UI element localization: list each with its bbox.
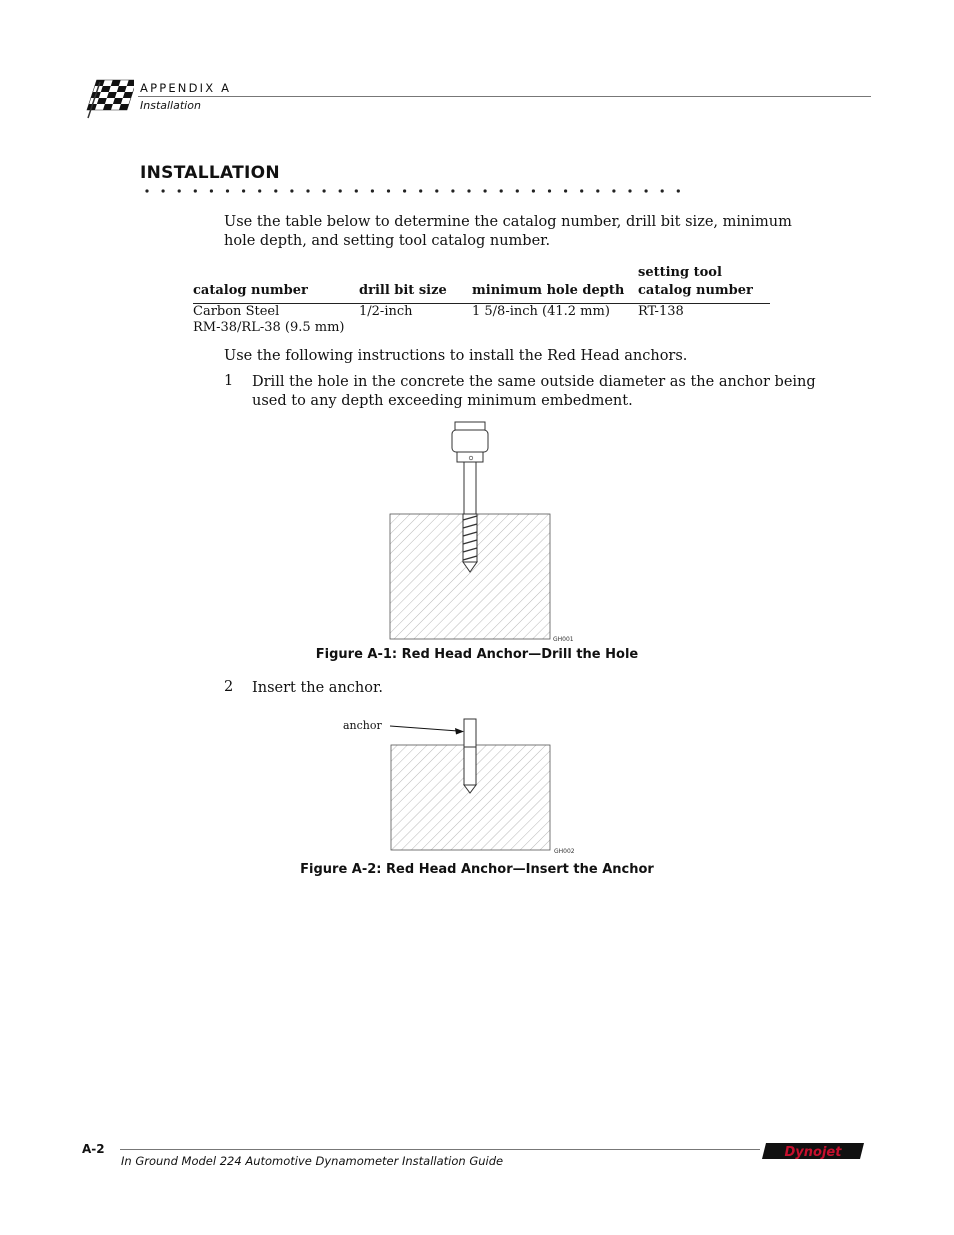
header-catalog-number: catalog number (193, 283, 308, 298)
footer-rule (120, 1149, 760, 1150)
section-title: INSTALLATION (140, 163, 280, 183)
dynojet-logo (762, 1141, 866, 1161)
table-rule (193, 303, 770, 304)
dotted-divider (145, 188, 685, 194)
step-1-text: Drill the hole in the concrete the same outside diameter as the anchor being used to any depth exceeding minimum embedment. (252, 374, 816, 409)
cell-catalog-number: Carbon Steel RM-38/RL-38 (9.5 mm) (193, 304, 345, 335)
header-subtitle: Installation (140, 99, 201, 112)
figure-2-code: GH002 (554, 848, 575, 855)
appendix-label: APPENDIX A (140, 81, 232, 95)
header-min-hole-depth: minimum hole depth (472, 283, 625, 298)
cell-setting-tool: RT-138 (638, 304, 684, 319)
checkered-flag-icon (80, 76, 134, 120)
header-drill-bit-size: drill bit size (359, 283, 447, 298)
step-1-number: 1 (224, 373, 234, 389)
page-number: A-2 (82, 1142, 105, 1156)
svg-text:Dynojet: Dynojet (784, 1145, 842, 1160)
figure-2-caption: Figure A-2: Red Head Anchor—Insert the Anchor (300, 862, 654, 877)
figure-insert-anchor (340, 713, 580, 858)
intro-paragraph: Use the table below to determine the catalog number, drill bit size, minimum hole depth, and setting tool catalog number. (224, 214, 792, 249)
footer-guide-title: In Ground Model 224 Automotive Dynamometer Installation Guide (121, 1154, 504, 1168)
figure-1-caption: Figure A-1: Red Head Anchor—Drill the Hole (315, 647, 639, 662)
cell-drill-bit-size: 1/2-inch (359, 304, 413, 319)
figure-1-code: GH001 (553, 636, 574, 643)
header-rule (138, 96, 871, 97)
cell-min-hole-depth: 1 5/8-inch (41.2 mm) (472, 304, 610, 319)
instructions-paragraph: Use the following instructions to install the Red Head anchors. (224, 348, 688, 364)
step-2-number: 2 (224, 679, 234, 695)
figure-drill-hole (385, 420, 580, 645)
header-setting-tool: setting tool catalog number (638, 265, 753, 298)
anchor-label: anchor (343, 719, 382, 732)
step-2-text: Insert the anchor. (252, 680, 383, 696)
